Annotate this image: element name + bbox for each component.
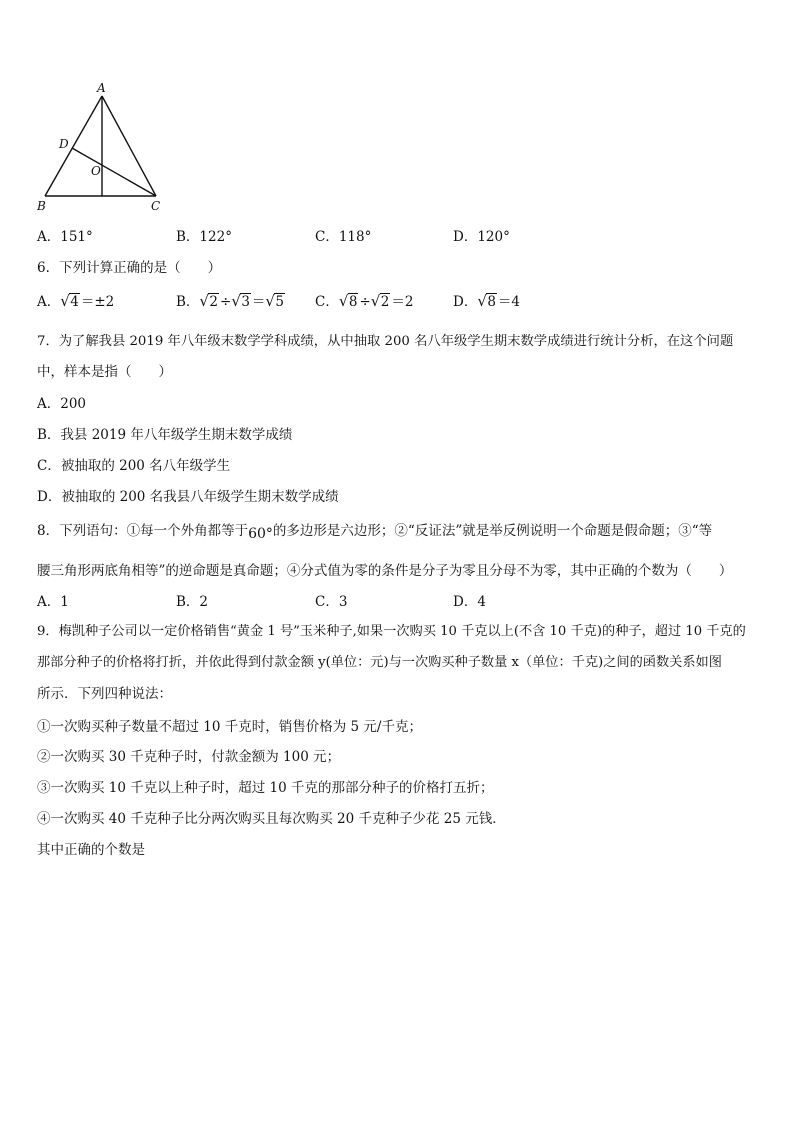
- sqrt-symbol: √ 2: [371, 293, 391, 311]
- angle-value: 60°: [248, 526, 273, 542]
- q6-option-b: B．√ 2 ÷√ 3 ＝√ 5: [176, 293, 286, 311]
- q6-stem: 6．下列计算正确的是（ ）: [37, 260, 222, 276]
- q7-option-d: D．被抽取的 200 名我县八年级学生期末数学成绩: [37, 489, 339, 505]
- q9-question: 其中正确的个数是: [37, 842, 145, 858]
- sqrt-symbol: √ 8: [339, 293, 359, 311]
- sqrt-symbol: √ 8: [477, 293, 497, 311]
- q8-option-c: C．3: [315, 594, 348, 610]
- q8-stem-line-1: 8．下列语句：①每一个外角都等于60°的多边形是六边形；②“反证法”就是举反例说明一个命题是假命题；③“等: [37, 523, 713, 542]
- q5-option-b: B．122°: [176, 229, 232, 245]
- q9-statement-2: ②一次购买 30 千克种子时，付款金额为 100 元；: [37, 749, 341, 765]
- q9-statement-4: ④一次购买 40 千克种子比分两次购买且每次购买 20 千克种子少花 25 元钱．: [37, 811, 506, 827]
- q8-option-a: A．1: [37, 594, 69, 610]
- q7-stem-line-1: 7．为了解我县 2019 年八年级末数学学科成绩，从中抽取 200 名八年级学生期末数学成绩进行统计分析，在这个问题: [37, 334, 734, 349]
- q7-stem-line-2: 中，样本是指（ ）: [37, 364, 172, 380]
- sqrt-symbol: √ 2: [199, 293, 219, 311]
- q7-option-b: B．我县 2019 年八年级学生期末数学成绩: [37, 427, 293, 443]
- q8-stem-line-2: 腰三角形两底角相等”的逆命题是真命题；④分式值为零的条件是分子为零且分母不为零，其中正确的个数为（ ）: [37, 563, 733, 579]
- triangle-figure: [30, 78, 170, 214]
- q5-option-a: A．151°: [37, 229, 93, 245]
- q5-option-d: D．120°: [453, 229, 510, 245]
- q7-option-c: C．被抽取的 200 名八年级学生: [37, 458, 231, 474]
- side-ab: [45, 96, 102, 196]
- label-a: A: [97, 81, 106, 95]
- q6-option-a: A．√ 4 ＝±2: [37, 293, 114, 311]
- label-c: C: [151, 199, 161, 213]
- q9-stem-line-1: 9．梅凯种子公司以一定价格销售“黄金 1 号”玉米种子,如果一次购买 10 千克以上(不含 10 千克)的种子，超过 10 千克的: [37, 624, 746, 639]
- q8-option-b: B．2: [176, 594, 209, 610]
- sqrt-symbol: √ 4: [60, 293, 80, 311]
- label-o: O: [91, 164, 101, 178]
- q5-option-c: C．118°: [315, 229, 372, 245]
- sqrt-symbol: √ 5: [265, 293, 285, 311]
- q7-option-a: A．200: [37, 396, 87, 412]
- q9-statement-1: ①一次购买种子数量不超过 10 千克时，销售价格为 5 元/千克；: [37, 719, 422, 735]
- q6-option-c: C．√ 8 ÷√ 2 ＝2: [315, 293, 413, 311]
- sqrt-symbol: √ 3: [231, 293, 251, 311]
- q9-statement-3: ③一次购买 10 千克以上种子时，超过 10 千克的那部分种子的价格打五折；: [37, 780, 494, 796]
- q9-stem-line-2: 那部分种子的价格将打折，并依此得到付款金额 y(单位：元)与一次购买种子数量 x（单位：千克)之间的函数关系如图: [37, 655, 722, 670]
- q9-stem-line-3: 所示．下列四种说法：: [37, 686, 172, 702]
- q6-option-d: D．√ 8 ＝4: [453, 293, 520, 311]
- q8-option-d: D．4: [453, 594, 486, 610]
- label-d: D: [59, 137, 69, 151]
- label-b: B: [37, 199, 46, 213]
